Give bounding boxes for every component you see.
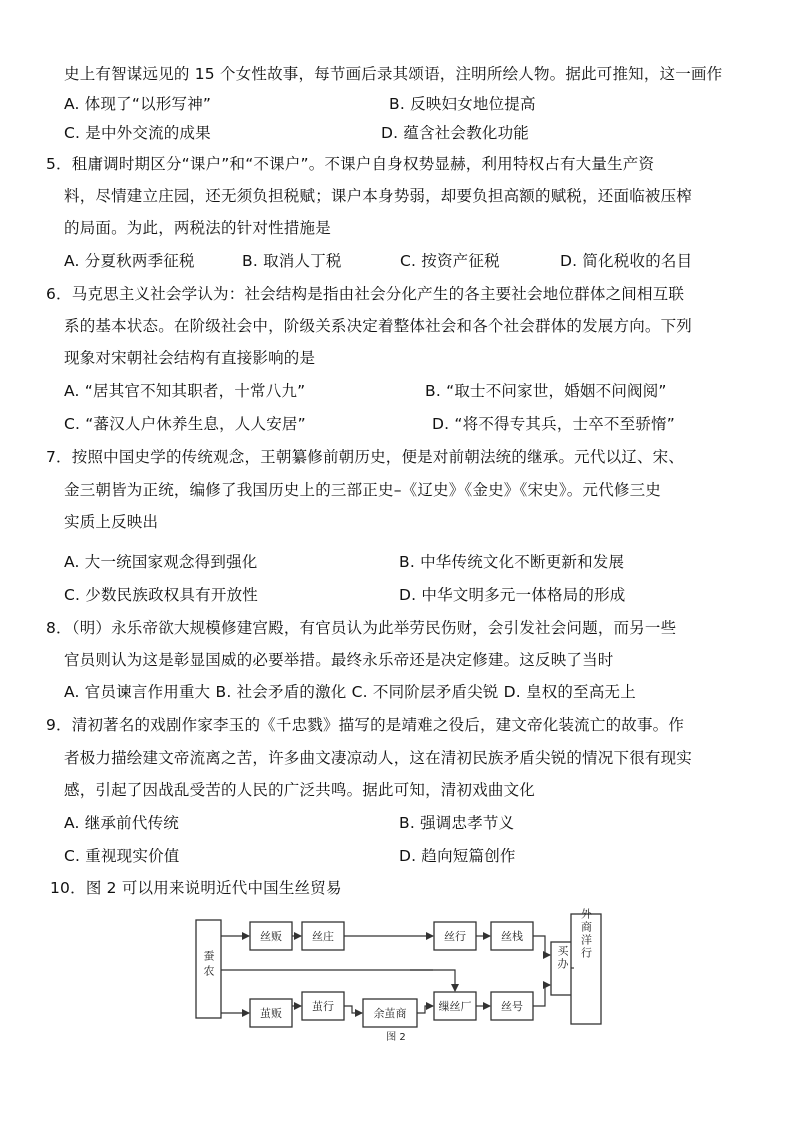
label-silk-house: 丝号 (501, 1000, 523, 1013)
q9-stem-line-1: 9．清初著名的戏剧作家李玉的《千忠戮》描写的是靖难之役后，建文帝化装流亡的故事。作 (46, 716, 685, 734)
q8-stem-line-1: 8．（明）永乐帝欲大规模修建宫殿，有官员认为此举劳民伤财，会引发社会问题，而另一些 (46, 619, 677, 637)
q9-option-a: A. 继承前代传统 (64, 814, 179, 832)
q6-stem-line-1: 6．马克思主义社会学认为：社会结构是指由社会分化产生的各主要社会地位群体之间相互联 (46, 285, 685, 303)
q7-option-b: B. 中华传统文化不断更新和发展 (399, 553, 625, 571)
q6-stem-line-2: 系的基本状态。在阶级社会中，阶级关系决定着整体社会和各个社会群体的发展方向。下列 (64, 317, 693, 335)
q4-option-d: D. 蕴含社会教化功能 (381, 124, 529, 142)
q9-stem-line-2: 者极力描绘建文帝流离之苦，许多曲文凄凉动人，这在清初民族矛盾尖锐的情况下很有现实 (64, 749, 693, 767)
label-filature: 缫丝厂 (438, 1000, 472, 1013)
label-remainder-merchant: 余茧商 (373, 1007, 407, 1020)
label-farmer: 蚕农 (202, 950, 215, 980)
q6-option-a: A. “居其官不知其职者，十常八九” (64, 382, 306, 400)
edge-silkstack-comprador (533, 936, 550, 955)
edge-silkhouse-comprador (533, 985, 550, 1006)
label-silk-dealer: 丝贩 (260, 930, 282, 943)
q4-stem-line: 史上有智谋远见的 15 个女性故事，每节画后录其颂语，注明所绘人物。据此可推知，这一画作 (64, 65, 723, 83)
q9-option-b: B. 强调忠孝节义 (399, 814, 515, 832)
label-silk-firm: 丝行 (444, 930, 466, 943)
label-cocoon-dealer: 茧贩 (260, 1007, 282, 1020)
q7-stem-line-3: 实质上反映出 (64, 513, 159, 531)
q5-option-d: D. 简化税收的名目 (560, 252, 693, 270)
q5-stem-line-2: 料，尽情建立庄园，还无须负担税赋；课户本身势弱，却要负担高额的赋税，还面临被压榨 (64, 187, 693, 205)
q4-option-c: C. 是中外交流的成果 (64, 124, 211, 142)
q7-option-c: C. 少数民族政权具有开放性 (64, 586, 258, 604)
label-foreign-firm: 外商洋行 (579, 908, 593, 960)
edge-farmer-filature-end (410, 970, 455, 991)
q4-option-a: A. 体现了“以形写神” (64, 95, 212, 113)
q7-stem-line-1: 7．按照中国史学的传统观念，王朝纂修前朝历史，便是对前朝法统的继承。元代以辽、宋、 (46, 448, 685, 466)
q8-stem-line-2: 官员则认为这是彰显国威的必要举措。最终永乐帝还是决定修建。这反映了当时 (64, 651, 614, 669)
label-silk-village: 丝庄 (312, 930, 334, 943)
q7-stem-line-2: 金三朝皆为正统，编修了我国历史上的三部正史–《辽史》《金史》《宋史》。元代修三史 (64, 481, 662, 499)
q8-options: A. 官员谏言作用重大 B. 社会矛盾的激化 C. 不同阶层矛盾尖锐 D. 皇权的至高无上 (64, 683, 636, 701)
q5-option-b: B. 取消人丁税 (242, 252, 342, 270)
q9-option-d: D. 趋向短篇创作 (399, 847, 516, 865)
edge-cocoonfirm-remainder (344, 1006, 362, 1013)
q7-option-a: A. 大一统国家观念得到强化 (64, 553, 258, 571)
label-comprador: 买办 (556, 945, 569, 971)
q5-option-c: C. 按资产征税 (400, 252, 500, 270)
q7-option-d: D. 中华文明多元一体格局的形成 (399, 586, 626, 604)
q6-stem-line-3: 现象对宋朝社会结构有直接影响的是 (64, 349, 316, 367)
q6-option-d: D. “将不得专其兵，士卒不至骄惰” (432, 415, 675, 433)
figure-caption: 图 2 (386, 1032, 406, 1043)
q4-option-b: B. 反映妇女地位提高 (389, 95, 536, 113)
q5-stem-line-1: 5．租庸调时期区分“课户”和“不课户”。不课户自身权势显赫，利用特权占有大量生产资 (46, 155, 655, 173)
q6-option-c: C. “蕃汉人户休养生息，人人安居” (64, 415, 306, 433)
label-silk-stack: 丝栈 (501, 930, 523, 943)
label-cocoon-firm: 茧行 (312, 1000, 334, 1013)
q9-option-c: C. 重视现实价值 (64, 847, 180, 865)
q5-stem-line-3: 的局面。为此，两税法的针对性措施是 (64, 219, 331, 237)
edge-remainder-filature (417, 1006, 433, 1013)
q5-option-a: A. 分夏秋两季征税 (64, 252, 195, 270)
q6-option-b: B. “取士不问家世，婚姻不问阀阅” (425, 382, 667, 400)
q10-stem-line-1: 10．图 2 可以用来说明近代中国生丝贸易 (50, 879, 342, 897)
q9-stem-line-3: 感，引起了因战乱受苦的人民的广泛共鸣。据此可知，清初戏曲文化 (64, 781, 536, 799)
